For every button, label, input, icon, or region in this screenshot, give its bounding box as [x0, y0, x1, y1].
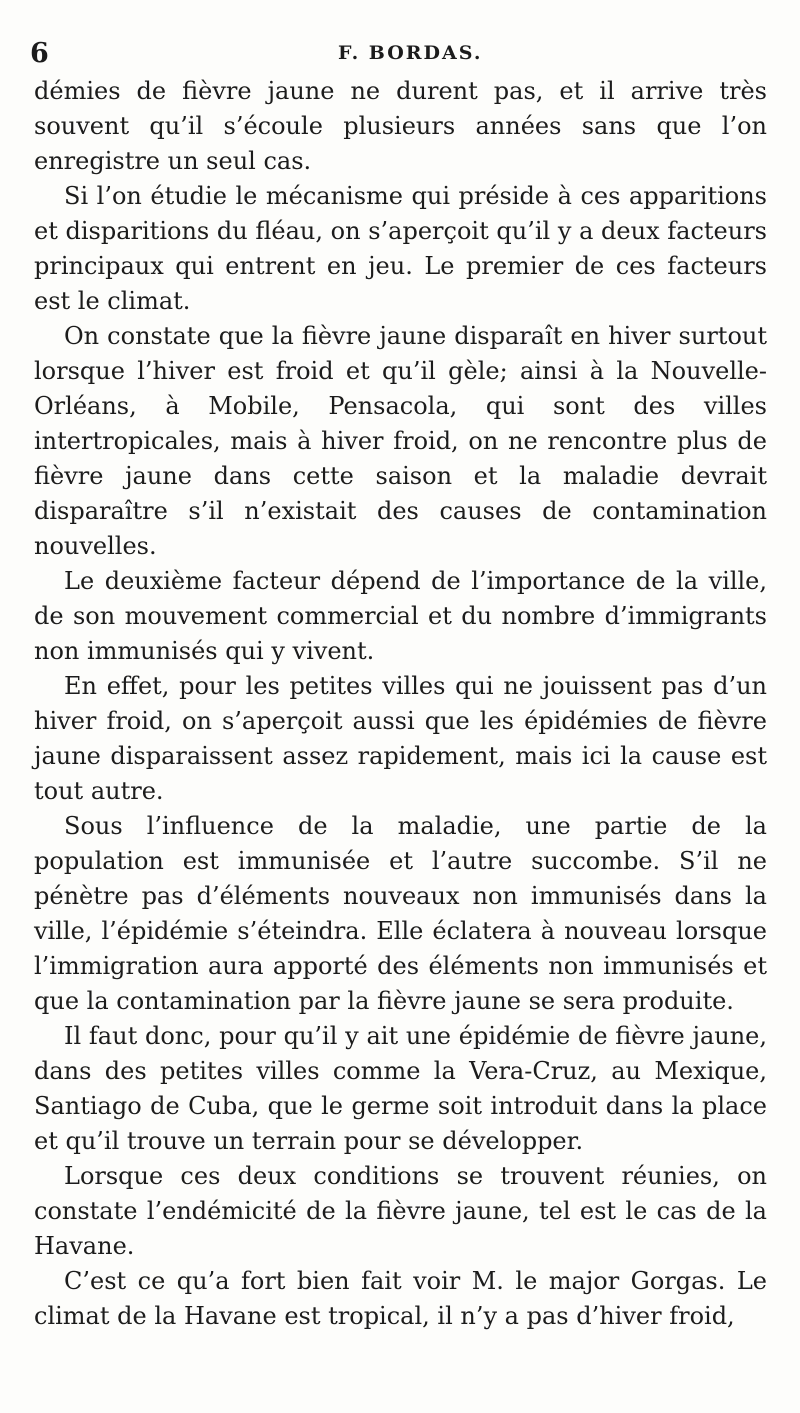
running-head: F. BORDAS.	[338, 42, 483, 64]
paragraph-continued: démies de fièvre jaune ne durent pas, et il arrive très souvent qu’il s’écoule plusieurs années sans que l’on enregistre un seul cas.	[34, 77, 767, 175]
paragraph-gorgas: C’est ce qu’a fort bien fait voir M. le major Gorgas. Le climat de la Havane est tropical, il n’y a pas d’hiver froid,	[34, 1267, 767, 1330]
paragraph-conditions: Il faut donc, pour qu’il y ait une épidémie de fièvre jaune, dans des petites villes comme la Vera-Cruz, au Mexique, Santiago de Cuba, que le germe soit introduit dans la place et qu’il trouve un terrain pour se développer.	[34, 1022, 767, 1155]
page-number: 6	[30, 38, 49, 69]
page-header	[26, 38, 774, 74]
paragraph-second-factor: Le deuxième facteur dépend de l’importance de la ville, de son mouvement commercial et du nombre d’immigrants non immunisés qui y vivent.	[34, 567, 767, 665]
paragraph-endemicity: Lorsque ces deux conditions se trouvent réunies, on constate l’endémicité de la fièvre jaune, tel est le cas de la Havane.	[34, 1162, 767, 1260]
paragraph-climate-factor: Si l’on étudie le mécanisme qui préside à ces apparitions et disparitions du fléau, on s’aperçoit qu’il y a deux facteurs principaux qui entrent en jeu. Le premier de ces facteurs est le climat.	[34, 182, 767, 315]
body-text	[34, 74, 767, 1334]
paragraph-immunity: Sous l’influence de la maladie, une partie de la population est immunisée et l’autre succombe. S’il ne pénètre pas d’éléments nouveaux non immunisés dans la ville, l’épidémie s’éteindra. Elle éclatera à nouveau lorsque l’immigration aura apporté des éléments non immunisés et que la contamination par la fièvre jaune se sera produite.	[34, 812, 767, 1015]
paragraph-small-towns: En effet, pour les petites villes qui ne jouissent pas d’un hiver froid, on s’aperçoit aussi que les épidémies de fièvre jaune disparaissent assez rapidement, mais ici la cause est tout autre.	[34, 672, 767, 805]
paragraph-winter: On constate que la fièvre jaune disparaît en hiver surtout lorsque l’hiver est froid et qu’il gèle; ainsi à la Nouvelle-Orléans, à Mobile, Pensacola, qui sont des villes intertropicales, mais à hiver froid, on ne rencontre plus de fièvre jaune dans cette saison et la maladie devrait disparaître s’il n’existait des causes de contamination nouvelles.	[34, 322, 767, 560]
